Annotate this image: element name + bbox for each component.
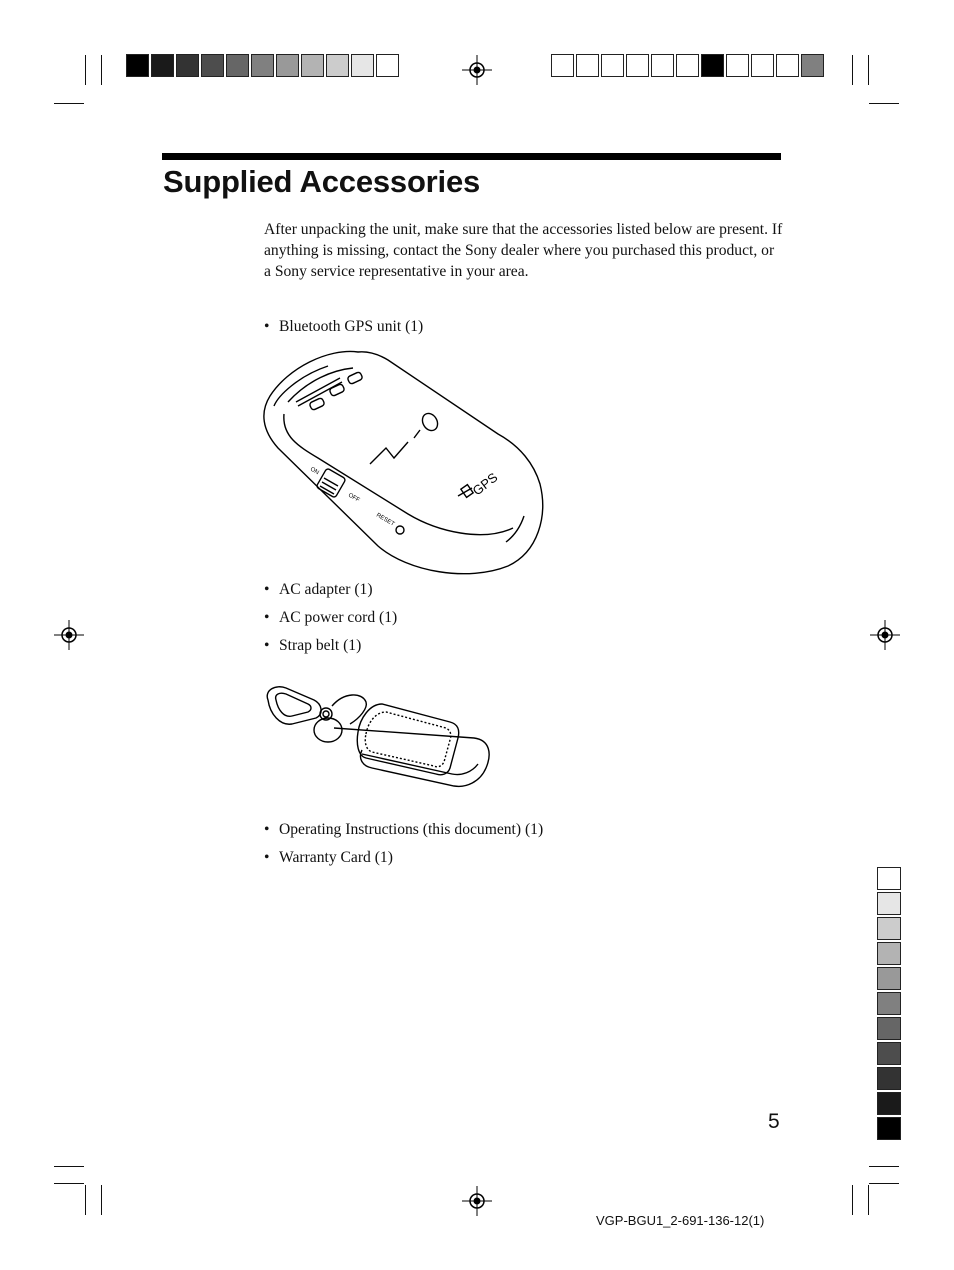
color-swatch xyxy=(601,54,624,77)
color-swatch xyxy=(201,54,224,77)
color-swatch xyxy=(877,992,901,1015)
color-swatch xyxy=(226,54,249,77)
color-swatch xyxy=(877,1042,901,1065)
heading-rule xyxy=(162,153,781,160)
registration-mark-left xyxy=(54,620,84,650)
color-swatch xyxy=(726,54,749,77)
bullet-symbol: • xyxy=(264,821,270,838)
color-swatch xyxy=(626,54,649,77)
color-swatch xyxy=(877,1017,901,1040)
color-swatch xyxy=(877,892,901,915)
bullet-symbol: • xyxy=(264,637,270,654)
color-swatch xyxy=(376,54,399,77)
footer-doc-id: VGP-BGU1_2-691-136-12(1) xyxy=(596,1213,765,1228)
color-swatch xyxy=(126,54,149,77)
page-title: Supplied Accessories xyxy=(163,164,481,199)
color-bar-top-right xyxy=(551,54,826,77)
color-swatch xyxy=(576,54,599,77)
color-swatch xyxy=(776,54,799,77)
color-swatch xyxy=(877,917,901,940)
color-swatch xyxy=(877,1117,901,1140)
color-swatch xyxy=(877,867,901,890)
registration-mark-bottom xyxy=(462,1186,492,1216)
bullet-symbol: • xyxy=(264,609,270,626)
list-item xyxy=(264,318,423,336)
reset-label: RESET xyxy=(375,512,396,528)
page-number: 5 xyxy=(768,1110,780,1133)
color-swatch xyxy=(877,1067,901,1090)
list-item-text: Operating Instructions (this document) (1) xyxy=(279,821,544,838)
color-swatch xyxy=(751,54,774,77)
registration-mark-top xyxy=(462,55,492,85)
gps-label: GPS xyxy=(469,469,501,499)
color-bar-right xyxy=(877,867,901,1142)
list-item-text: Strap belt (1) xyxy=(279,637,362,654)
bullet-symbol: • xyxy=(264,581,270,598)
list-item-text: Bluetooth GPS unit (1) xyxy=(279,318,424,335)
list-item xyxy=(264,849,393,867)
color-swatch xyxy=(801,54,824,77)
color-swatch xyxy=(276,54,299,77)
switch-on-label: ON xyxy=(309,466,320,477)
color-swatch xyxy=(301,54,324,77)
color-swatch xyxy=(326,54,349,77)
list-item-text: Warranty Card (1) xyxy=(279,849,393,866)
list-item xyxy=(264,821,543,839)
color-swatch xyxy=(151,54,174,77)
switch-off-label: OFF xyxy=(347,492,361,504)
list-item-text: AC adapter (1) xyxy=(279,581,373,598)
intro-paragraph: After unpacking the unit, make sure that the accessories listed below are present. If anything is missing, contact the Sony dealer where you purchased this product, or a Sony service representative in your area. xyxy=(264,221,783,280)
color-swatch xyxy=(676,54,699,77)
color-bar-top-left xyxy=(126,54,401,77)
bullet-symbol: • xyxy=(264,849,270,866)
list-item-text: AC power cord (1) xyxy=(279,609,398,626)
color-swatch xyxy=(877,967,901,990)
list-item xyxy=(264,609,397,627)
registration-mark-right xyxy=(870,620,900,650)
gps-unit-illustration xyxy=(258,346,548,578)
color-swatch xyxy=(176,54,199,77)
color-swatch xyxy=(701,54,724,77)
color-swatch xyxy=(877,1092,901,1115)
color-swatch xyxy=(351,54,374,77)
list-item xyxy=(264,637,361,655)
list-item xyxy=(264,581,373,599)
color-swatch xyxy=(877,942,901,965)
bullet-symbol: • xyxy=(264,318,270,335)
strap-belt-illustration xyxy=(262,684,494,796)
color-swatch xyxy=(651,54,674,77)
color-swatch xyxy=(251,54,274,77)
color-swatch xyxy=(551,54,574,77)
